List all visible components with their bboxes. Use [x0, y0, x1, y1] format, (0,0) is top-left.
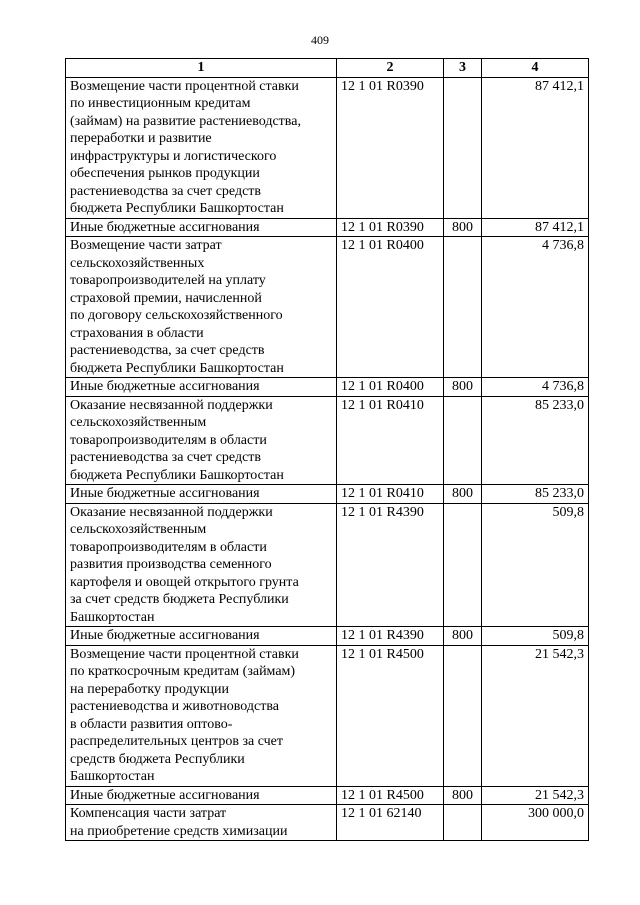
amount-cell: 4 736,8 [482, 378, 589, 397]
expense-type-cell: 800 [444, 786, 482, 805]
expense-type-cell: 800 [444, 485, 482, 504]
code-cell: 12 1 01 R4500 [337, 645, 444, 786]
amount-cell: 85 233,0 [482, 396, 589, 485]
expense-type-cell [444, 645, 482, 786]
table-row [66, 627, 589, 646]
column-header-1: 1 [66, 59, 337, 78]
amount-cell: 4 736,8 [482, 237, 589, 378]
table-row [66, 503, 589, 627]
table-row [66, 396, 589, 485]
table-row [66, 77, 589, 218]
expense-type-cell: 800 [444, 627, 482, 646]
code-cell: 12 1 01 R0400 [337, 378, 444, 397]
code-cell: 12 1 01 R4390 [337, 627, 444, 646]
table-row [66, 645, 589, 786]
amount-cell: 85 233,0 [482, 485, 589, 504]
column-header-4: 4 [482, 59, 589, 78]
name-cell: Возмещение части процентной ставки по инвестиционным кредитам (займам) на развитие растениеводства, переработки и развитие инфраструктуры и логистического обеспечения рынков продукции растениеводства за счет средств бюджета Республики Башкортостан [66, 77, 337, 218]
name-cell: Иные бюджетные ассигнования [66, 485, 337, 504]
name-cell: Возмещение части затрат сельскохозяйственных товаропроизводителей на уплату страховой премии, начисленной по договору сельскохозяйственного страхования в области растениеводства, за счет средств бюджета Республики Башкортостан [66, 237, 337, 378]
amount-cell: 509,8 [482, 503, 589, 627]
column-header-3: 3 [444, 59, 482, 78]
amount-cell: 87 412,1 [482, 77, 589, 218]
amount-cell: 21 542,3 [482, 645, 589, 786]
expense-type-cell [444, 77, 482, 218]
amount-cell: 509,8 [482, 627, 589, 646]
code-cell: 12 1 01 R4390 [337, 503, 444, 627]
expense-type-cell [444, 237, 482, 378]
amount-cell: 300 000,0 [482, 805, 589, 841]
code-cell: 12 1 01 R0400 [337, 237, 444, 378]
table-row [66, 378, 589, 397]
expense-type-cell [444, 805, 482, 841]
name-cell: Иные бюджетные ассигнования [66, 378, 337, 397]
amount-cell: 21 542,3 [482, 786, 589, 805]
code-cell: 12 1 01 62140 [337, 805, 444, 841]
page-number: 409 [311, 33, 329, 47]
budget-table [65, 58, 589, 841]
code-cell: 12 1 01 R0390 [337, 77, 444, 218]
table-row [66, 786, 589, 805]
expense-type-cell [444, 396, 482, 485]
name-cell: Оказание несвязанной поддержки сельскохозяйственным товаропроизводителям в области развития производства семенного картофеля и овощей открытого грунта за счет средств бюджета Республики Башкортостан [66, 503, 337, 627]
header-row [66, 59, 589, 78]
name-cell: Оказание несвязанной поддержки сельскохозяйственным товаропроизводителям в области растениеводства за счет средств бюджета Республики Башкортостан [66, 396, 337, 485]
table-row [66, 485, 589, 504]
name-cell: Иные бюджетные ассигнования [66, 627, 337, 646]
table-row [66, 218, 589, 237]
code-cell: 12 1 01 R0390 [337, 218, 444, 237]
table-row [66, 237, 589, 378]
code-cell: 12 1 01 R0410 [337, 485, 444, 504]
expense-type-cell: 800 [444, 378, 482, 397]
code-cell: 12 1 01 R0410 [337, 396, 444, 485]
code-cell: 12 1 01 R4500 [337, 786, 444, 805]
column-header-2: 2 [337, 59, 444, 78]
expense-type-cell [444, 503, 482, 627]
name-cell: Возмещение части процентной ставки по краткосрочным кредитам (займам) на переработку продукции растениеводства и животноводства в области развития оптово- распределительных центров за счет средств бюджета Республики Башкортостан [66, 645, 337, 786]
table-row [66, 805, 589, 841]
amount-cell: 87 412,1 [482, 218, 589, 237]
name-cell: Иные бюджетные ассигнования [66, 218, 337, 237]
name-cell: Компенсация части затрат на приобретение средств химизации [66, 805, 337, 841]
name-cell: Иные бюджетные ассигнования [66, 786, 337, 805]
expense-type-cell: 800 [444, 218, 482, 237]
